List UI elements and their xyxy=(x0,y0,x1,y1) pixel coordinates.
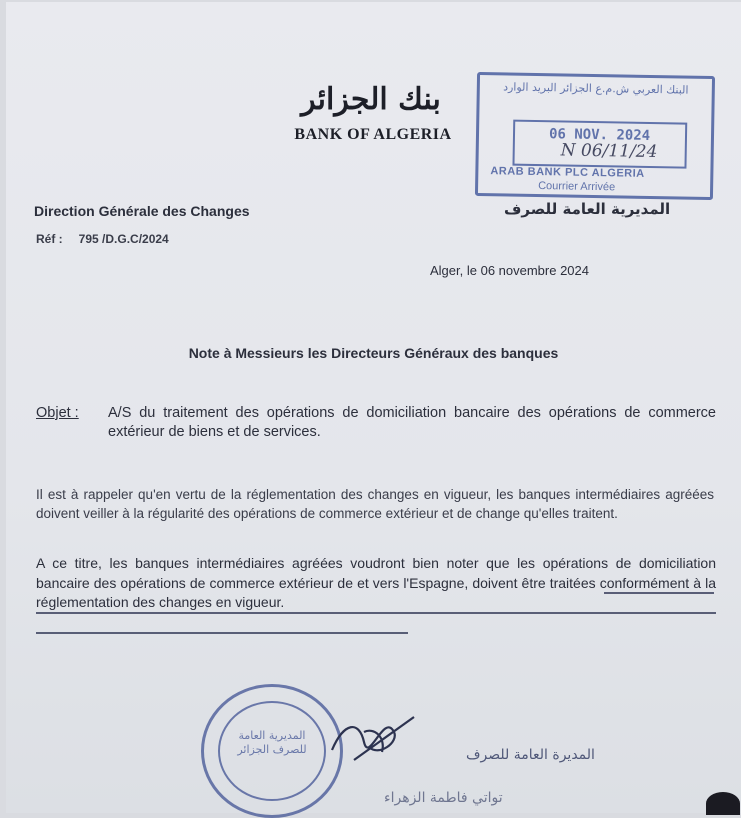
bank-logo-arabic: بنك الجزائر xyxy=(301,82,441,117)
underline-mark xyxy=(36,632,408,634)
stamp-date: 06 NOV. 2024 xyxy=(548,126,651,144)
handwritten-signature xyxy=(324,702,424,772)
reference xyxy=(36,232,169,246)
reference-label: Réf : xyxy=(36,232,63,246)
stamp-bank-name: ARAB BANK PLC ALGERIA xyxy=(490,165,645,180)
direction-french: Direction Générale des Changes xyxy=(34,203,250,219)
paragraph-1: Il est à rappeler qu'en vertu de la réglementation des changes en vigueur, les banques intermédiaires agréées doivent veiller à la régularité des opérations de commerce extérieur et de change qu'elles traitent. xyxy=(36,487,714,521)
official-seal xyxy=(201,684,343,818)
signatory-title: المديرة العامة للصرف xyxy=(466,747,595,763)
reception-stamp xyxy=(475,72,715,200)
reference-value: 795 /D.G.C/2024 xyxy=(78,232,169,246)
subject-text: A/S du traitement des opérations de domiciliation bancaire des opérations de commerce extérieur de biens et de services. xyxy=(108,405,716,440)
underline-mark xyxy=(604,592,714,594)
subject-block xyxy=(36,404,716,442)
direction-arabic: المديرية العامة للصرف xyxy=(504,200,671,218)
note-title: Note à Messieurs les Directeurs Généraux des banques xyxy=(188,345,559,361)
stamp-arabic-header: البنك العربي ش.م.ع الجزائر البريد الوارد xyxy=(503,80,689,97)
seal-text: المديرية العامة للصرف الجزائر xyxy=(237,729,307,756)
paragraph-2: A ce titre, les banques intermédiaires agréées voudront bien noter que les opérations de domiciliation bancaire des opérations de commerce extérieur de et vers l'Espagne, doivent être traitées conformément à la réglementation des changes en vigueur. xyxy=(36,555,716,610)
underline-mark xyxy=(36,612,716,614)
document-page xyxy=(6,2,741,813)
signatory-name: تواتي فاطمة الزهراء xyxy=(384,790,503,806)
photo-edge-shadow xyxy=(706,792,740,815)
stamp-handwritten-number: N 06/11/24 xyxy=(560,140,658,163)
bank-logo-english: BANK OF ALGERIA xyxy=(294,126,452,143)
place-date: Alger, le 06 novembre 2024 xyxy=(430,263,589,278)
subject-label: Objet : xyxy=(36,405,79,421)
stamp-courier-label: Courrier Arrivée xyxy=(538,180,616,194)
